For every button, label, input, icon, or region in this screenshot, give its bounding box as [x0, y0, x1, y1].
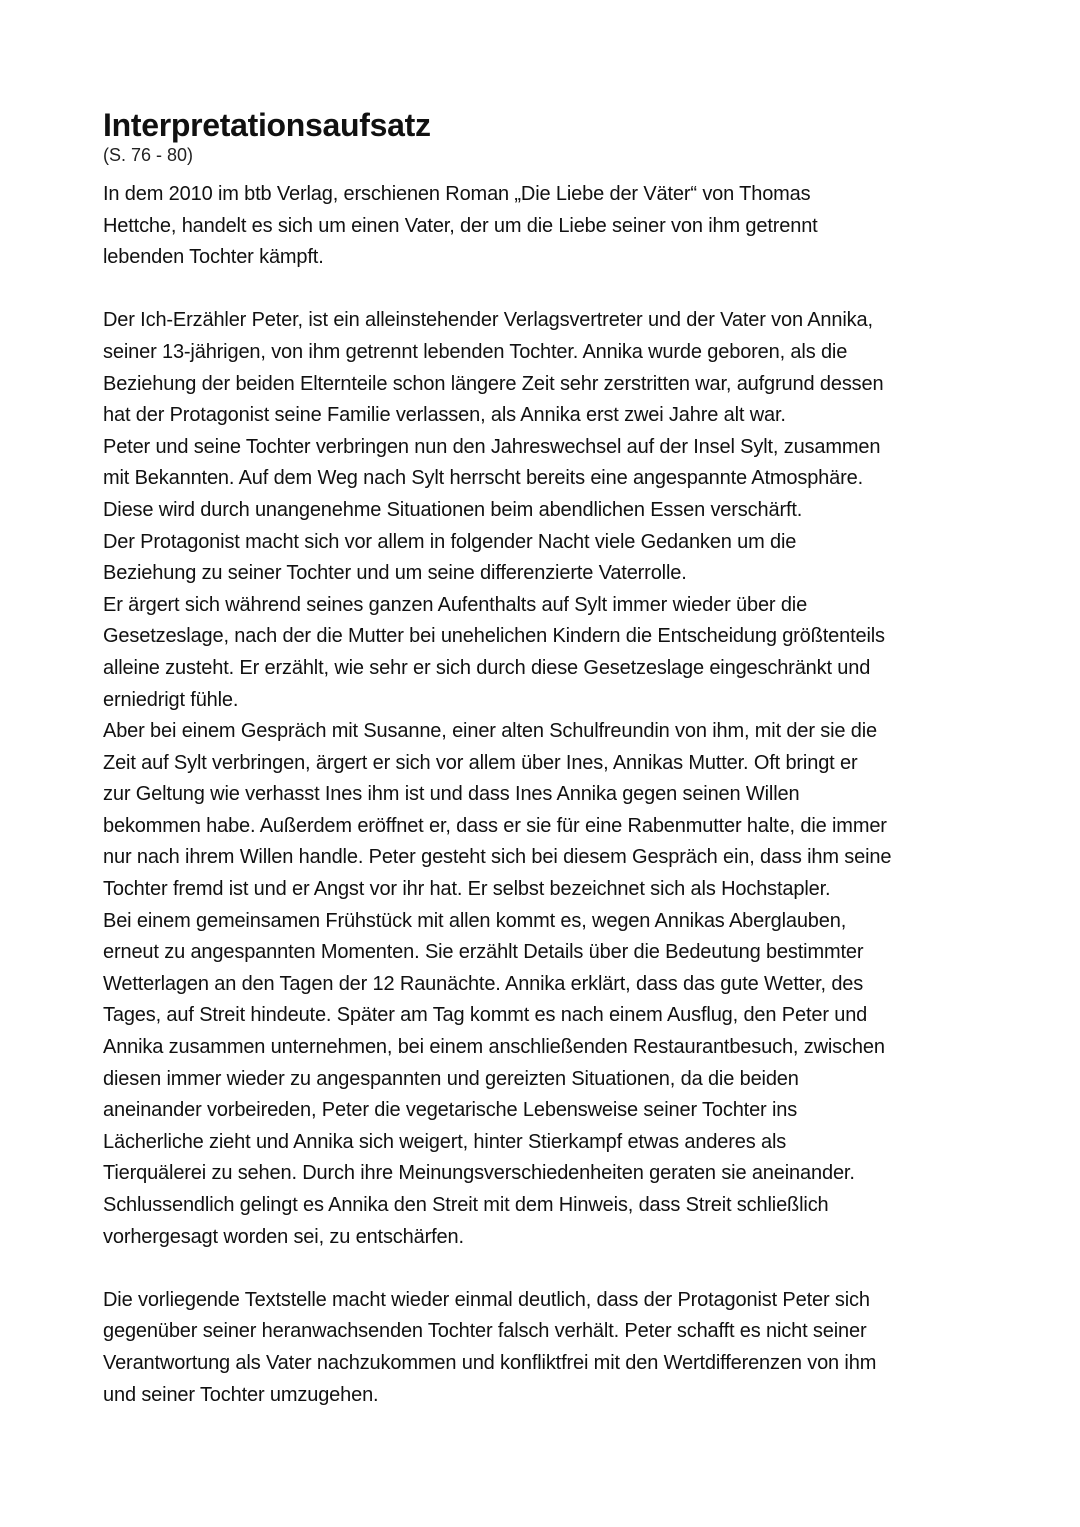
text-line: vorhergesagt worden sei, zu entschärfen.	[103, 1225, 464, 1248]
text-line: Er ärgert sich während seines ganzen Aufenthalts auf Sylt immer wieder über die	[103, 593, 808, 616]
text-line: Der Ich-Erzähler Peter, ist ein alleinstehender Verlagsvertreter und der Vater von Annika,	[103, 309, 873, 332]
text-line: Wetterlagen an den Tagen der 12 Raunächte. Annika erklärt, dass das gute Wetter, des	[103, 972, 864, 995]
text-line: Lächerliche zieht und Annika sich weigert, hinter Stierkampf etwas anderes als	[103, 1130, 787, 1153]
text-line: Diese wird durch unangenehme Situationen beim abendlichen Essen verschärft.	[103, 498, 803, 521]
page-range: (S. 76 - 80)	[103, 145, 194, 165]
text-line: nur nach ihrem Willen handle. Peter gesteht sich bei diesem Gespräch ein, dass ihm seine	[103, 846, 892, 869]
text-line: Beziehung zu seiner Tochter und um seine differenzierte Vaterrolle.	[103, 562, 687, 585]
text-line: Peter und seine Tochter verbringen nun den Jahreswechsel auf der Insel Sylt, zusammen	[103, 435, 881, 458]
text-line: Tierquälerei zu sehen. Durch ihre Meinungsverschiedenheiten geraten sie aneinander.	[103, 1162, 855, 1185]
text-line: Gesetzeslage, nach der die Mutter bei unehelichen Kindern die Entscheidung größtenteils	[103, 625, 885, 648]
text-line: zur Geltung wie verhasst Ines ihm ist und dass Ines Annika gegen seinen Willen	[103, 783, 800, 806]
text-line: Der Protagonist macht sich vor allem in folgender Nacht viele Gedanken um die	[103, 530, 797, 553]
text-line: Beziehung der beiden Elternteile schon längere Zeit sehr zerstritten war, aufgrund dessen	[103, 372, 884, 395]
text-line: mit Bekannten. Auf dem Weg nach Sylt herrscht bereits eine angespannte Atmosphäre.	[103, 467, 864, 490]
text-line: Tochter fremd ist und er Angst vor ihr hat. Er selbst bezeichnet sich als Hochstapler.	[103, 878, 831, 901]
text-line: Verantwortung als Vater nachzukommen und konfliktfrei mit den Wertdifferenzen von ihm	[103, 1351, 877, 1374]
conclusion-paragraph	[103, 1285, 1003, 1411]
text-line: Die vorliegende Textstelle macht wieder einmal deutlich, dass der Protagonist Peter sich	[103, 1288, 870, 1311]
intro-paragraph	[103, 179, 1003, 274]
text-line: und seiner Tochter umzugehen.	[103, 1383, 379, 1406]
text-line: diesen immer wieder zu angespannten und gereizten Situationen, da die beiden	[103, 1067, 799, 1090]
text-line: alleine zusteht. Er erzählt, wie sehr er sich durch diese Gesetzeslage eingeschränkt und	[103, 656, 871, 679]
text-line: In dem 2010 im btb Verlag, erschienen Roman „Die Liebe der Väter“ von Thomas	[103, 183, 811, 205]
text-line: Schlussendlich gelingt es Annika den Streit mit dem Hinweis, dass Streit schließlich	[103, 1194, 829, 1216]
text-line: aneinander vorbeireden, Peter die vegetarische Lebensweise seiner Tochter ins	[103, 1099, 798, 1122]
document-title: Interpretationsaufsatz	[103, 107, 431, 143]
summary-paragraph	[103, 305, 1003, 1253]
text-line: Annika zusammen unternehmen, bei einem anschließenden Restaurantbesuch, zwischen	[103, 1036, 885, 1059]
text-line: erneut zu angespannten Momenten. Sie erzählt Details über die Bedeutung bestimmter	[103, 941, 864, 964]
text-line: Zeit auf Sylt verbringen, ärgert er sich vor allem über Ines, Annikas Mutter. Oft bringt er	[103, 751, 858, 774]
text-line: Hettche, handelt es sich um einen Vater, der um die Liebe seiner von ihm getrennt	[103, 214, 818, 237]
text-line: seiner 13-jährigen, von ihm getrennt lebenden Tochter. Annika wurde geboren, als die	[103, 340, 848, 363]
text-line: Aber bei einem Gespräch mit Susanne, einer alten Schulfreundin von ihm, mit der sie die	[103, 720, 878, 743]
text-line: Bei einem gemeinsamen Frühstück mit allen kommt es, wegen Annikas Aberglauben,	[103, 909, 847, 932]
document-page	[103, 106, 1003, 1411]
text-line: gegenüber seiner heranwachsenden Tochter falsch verhält. Peter schafft es nicht seiner	[103, 1320, 867, 1343]
text-line: lebenden Tochter kämpft.	[103, 246, 324, 269]
text-line: Tages, auf Streit hindeute. Später am Tag kommt es nach einem Ausflug, den Peter und	[103, 1004, 868, 1027]
text-line: bekommen habe. Außerdem eröffnet er, dass er sie für eine Rabenmutter halte, die immer	[103, 814, 887, 837]
text-line: hat der Protagonist seine Familie verlassen, als Annika erst zwei Jahre alt war.	[103, 404, 786, 427]
text-line: erniedrigt fühle.	[103, 688, 239, 711]
